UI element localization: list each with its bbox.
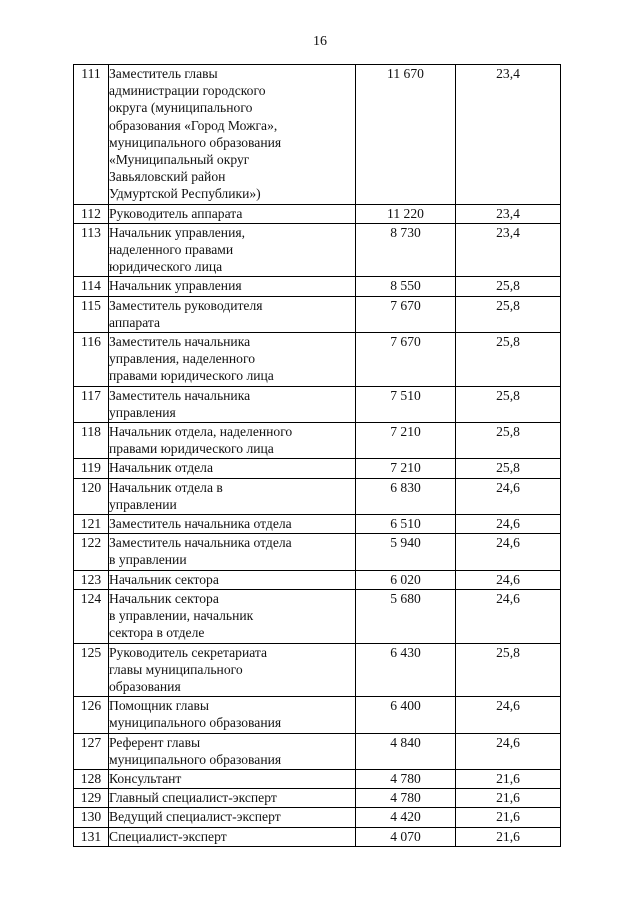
position-title-line: муниципального образования [109, 751, 282, 767]
table-row [74, 223, 561, 277]
row-number: 112 [74, 204, 109, 223]
table-row [74, 515, 561, 534]
percent-value: 23,4 [456, 223, 561, 277]
percent-value: 25,8 [456, 296, 561, 332]
position-title-line: юридического лица [109, 259, 223, 275]
table-row [74, 296, 561, 332]
position-title-line: Начальник управления [109, 278, 242, 294]
percent-value: 25,8 [456, 643, 561, 697]
row-number: 129 [74, 789, 109, 808]
row-number: 123 [74, 570, 109, 589]
position-title-line: в управлении, начальник [109, 608, 254, 624]
positions-table-body [74, 65, 561, 847]
position-title [109, 769, 356, 788]
position-title [109, 296, 356, 332]
percent-value: 21,6 [456, 827, 561, 846]
salary-amount: 8 550 [356, 277, 456, 296]
table-row [74, 333, 561, 387]
row-number: 124 [74, 589, 109, 643]
position-title-line: Заместитель начальника [109, 334, 251, 350]
position-title-line: Заместитель начальника отдела [109, 535, 292, 551]
position-title-line: образования [109, 678, 181, 694]
row-number: 127 [74, 733, 109, 769]
percent-value: 23,4 [456, 65, 561, 205]
position-title-line: Помощник главы [109, 698, 210, 714]
row-number: 118 [74, 423, 109, 459]
table-row [74, 789, 561, 808]
row-number: 130 [74, 808, 109, 827]
salary-amount: 8 730 [356, 223, 456, 277]
row-number: 126 [74, 697, 109, 733]
salary-amount: 4 840 [356, 733, 456, 769]
position-title [109, 65, 356, 205]
position-title-line: «Муниципальный округ [109, 152, 250, 168]
position-title-line: главы муниципального [109, 661, 243, 677]
percent-value: 25,8 [456, 459, 561, 478]
position-title [109, 789, 356, 808]
position-title [109, 827, 356, 846]
position-title-line: Референт главы [109, 734, 201, 750]
position-title [109, 697, 356, 733]
position-title-line: Заместитель начальника отдела [109, 516, 292, 532]
table-row [74, 769, 561, 788]
position-title-line: образования «Город Можга», [109, 117, 278, 133]
percent-value: 24,6 [456, 733, 561, 769]
position-title-line: Начальник отдела [109, 460, 213, 476]
position-title-line: Заместитель главы [109, 66, 218, 81]
percent-value: 24,6 [456, 589, 561, 643]
position-title [109, 733, 356, 769]
position-title-line: Удмуртской Республики») [109, 186, 261, 202]
row-number: 122 [74, 534, 109, 570]
position-title-line: Специалист-эксперт [109, 828, 227, 844]
position-title [109, 478, 356, 514]
percent-value: 25,8 [456, 277, 561, 296]
row-number: 119 [74, 459, 109, 478]
table-row [74, 386, 561, 422]
percent-value: 24,6 [456, 478, 561, 514]
salary-amount: 7 670 [356, 296, 456, 332]
table-row [74, 643, 561, 697]
position-title-line: Ведущий специалист-эксперт [109, 809, 281, 825]
page-number: 16 [313, 34, 327, 49]
position-title-line: управлении [109, 496, 177, 512]
position-title-line: наделенного правами [109, 242, 234, 258]
percent-value: 21,6 [456, 789, 561, 808]
position-title [109, 333, 356, 387]
row-number: 121 [74, 515, 109, 534]
table-row [74, 697, 561, 733]
position-title-line: Руководитель аппарата [109, 205, 243, 221]
salary-amount: 6 400 [356, 697, 456, 733]
position-title-line: в управлении [109, 552, 187, 568]
table-row [74, 534, 561, 570]
table-row [74, 733, 561, 769]
salary-amount: 5 940 [356, 534, 456, 570]
table-row [74, 827, 561, 846]
salary-amount: 6 020 [356, 570, 456, 589]
position-title-line: муниципального образования [109, 715, 282, 731]
position-title [109, 277, 356, 296]
position-title [109, 808, 356, 827]
position-title-line: Консультант [109, 770, 182, 786]
position-title [109, 423, 356, 459]
row-number: 114 [74, 277, 109, 296]
position-title-line: управления, наделенного [109, 351, 256, 367]
positions-table [73, 64, 561, 847]
position-title-line: Заместитель руководителя [109, 297, 263, 313]
salary-amount: 7 670 [356, 333, 456, 387]
position-title-line: управления [109, 404, 176, 420]
position-title-line: округа (муниципального [109, 100, 253, 116]
position-title-line: правами юридического лица [109, 441, 274, 457]
row-number: 131 [74, 827, 109, 846]
row-number: 115 [74, 296, 109, 332]
position-title-line: администрации городского [109, 83, 266, 99]
position-title [109, 515, 356, 534]
percent-value: 23,4 [456, 204, 561, 223]
percent-value: 24,6 [456, 515, 561, 534]
row-number: 113 [74, 223, 109, 277]
position-title-line: Главный специалист-эксперт [109, 790, 277, 806]
position-title [109, 386, 356, 422]
position-title [109, 534, 356, 570]
position-title [109, 570, 356, 589]
percent-value: 24,6 [456, 570, 561, 589]
salary-amount: 4 070 [356, 827, 456, 846]
row-number: 120 [74, 478, 109, 514]
position-title-line: Заместитель начальника [109, 387, 251, 403]
position-title [109, 643, 356, 697]
salary-amount: 6 430 [356, 643, 456, 697]
table-row [74, 423, 561, 459]
salary-amount: 11 670 [356, 65, 456, 205]
position-title-line: Начальник управления, [109, 224, 245, 240]
salary-amount: 6 830 [356, 478, 456, 514]
row-number: 117 [74, 386, 109, 422]
position-title-line: сектора в отделе [109, 625, 205, 641]
row-number: 128 [74, 769, 109, 788]
table-row [74, 459, 561, 478]
salary-amount: 7 210 [356, 459, 456, 478]
percent-value: 21,6 [456, 808, 561, 827]
position-title-line: муниципального образования [109, 134, 282, 150]
percent-value: 25,8 [456, 386, 561, 422]
position-title-line: Руководитель секретариата [109, 644, 268, 660]
salary-amount: 7 510 [356, 386, 456, 422]
row-number: 125 [74, 643, 109, 697]
position-title [109, 459, 356, 478]
position-title-line: Завьяловский район [109, 169, 226, 185]
position-title-line: Начальник сектора [109, 590, 219, 606]
salary-amount: 6 510 [356, 515, 456, 534]
table-row [74, 277, 561, 296]
salary-amount: 4 780 [356, 769, 456, 788]
salary-amount: 5 680 [356, 589, 456, 643]
row-number: 111 [74, 65, 109, 205]
salary-amount: 4 420 [356, 808, 456, 827]
position-title-line: Начальник отдела в [109, 479, 223, 495]
percent-value: 25,8 [456, 423, 561, 459]
row-number: 116 [74, 333, 109, 387]
position-title-line: Начальник отдела, наделенного [109, 424, 293, 440]
table-row [74, 65, 561, 205]
salary-amount: 11 220 [356, 204, 456, 223]
percent-value: 21,6 [456, 769, 561, 788]
position-title [109, 223, 356, 277]
percent-value: 24,6 [456, 534, 561, 570]
salary-amount: 4 780 [356, 789, 456, 808]
percent-value: 24,6 [456, 697, 561, 733]
salary-amount: 7 210 [356, 423, 456, 459]
position-title-line: правами юридического лица [109, 368, 274, 384]
percent-value: 25,8 [456, 333, 561, 387]
position-title-line: аппарата [109, 314, 161, 330]
table-row [74, 589, 561, 643]
table-row [74, 478, 561, 514]
table-row [74, 570, 561, 589]
table-row [74, 808, 561, 827]
table-row [74, 204, 561, 223]
position-title-line: Начальник сектора [109, 571, 219, 587]
position-title [109, 204, 356, 223]
position-title [109, 589, 356, 643]
